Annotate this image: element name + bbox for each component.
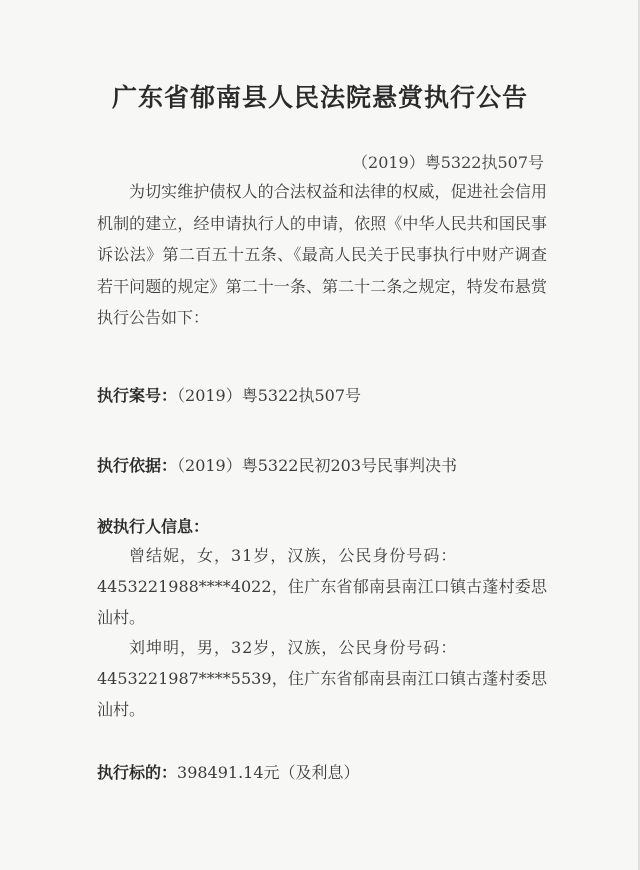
person-2-line1: 刘坤明，男，32岁，汉族，公民身份号码： — [129, 638, 458, 657]
execution-basis-value: （2019）粤5322民初203号民事判决书 — [177, 456, 457, 475]
subject-info-label: 被执行人信息： — [97, 517, 210, 536]
execution-basis-row — [97, 453, 457, 476]
execution-case-row — [97, 383, 361, 406]
person-entry-1 — [97, 540, 547, 633]
execution-case-value: （2019）粤5322执507号 — [177, 386, 361, 405]
person-2-line2: 4453221987****5539，住广东省郁南县南江口镇古蓬村委思汕村。 — [97, 669, 547, 719]
person-entry-2 — [97, 632, 547, 725]
execution-amount-row — [97, 760, 360, 783]
intro-paragraph: 为切实维护债权人的合法权益和法律的权威，促进社会信用机制的建立，经申请执行人的申请，依照《中华人民共和国民事诉讼法》第二百五十五条、《最高人民关于民事执行中财产调查若干问题的规定》第二十一条、第二十二条之规定，特发布悬赏执行公告如下： — [97, 182, 547, 328]
page-title: 广东省郁南县人民法院悬赏执行公告 — [111, 83, 528, 112]
execution-case-label: 执行案号： — [97, 386, 178, 405]
execution-basis-label: 执行依据： — [97, 456, 178, 475]
case-number: （2019）粤5322执507号 — [352, 153, 544, 172]
execution-amount-value: 398491.14元（及利息） — [177, 763, 360, 782]
execution-amount-label: 执行标的： — [97, 763, 178, 782]
person-1-line2: 4453221988****4022，住广东省郁南县南江口镇古蓬村委思汕村。 — [97, 577, 547, 627]
subject-info-heading — [97, 514, 209, 537]
person-1-line1: 曾结妮，女，31岁，汉族，公民身份号码： — [129, 546, 458, 565]
